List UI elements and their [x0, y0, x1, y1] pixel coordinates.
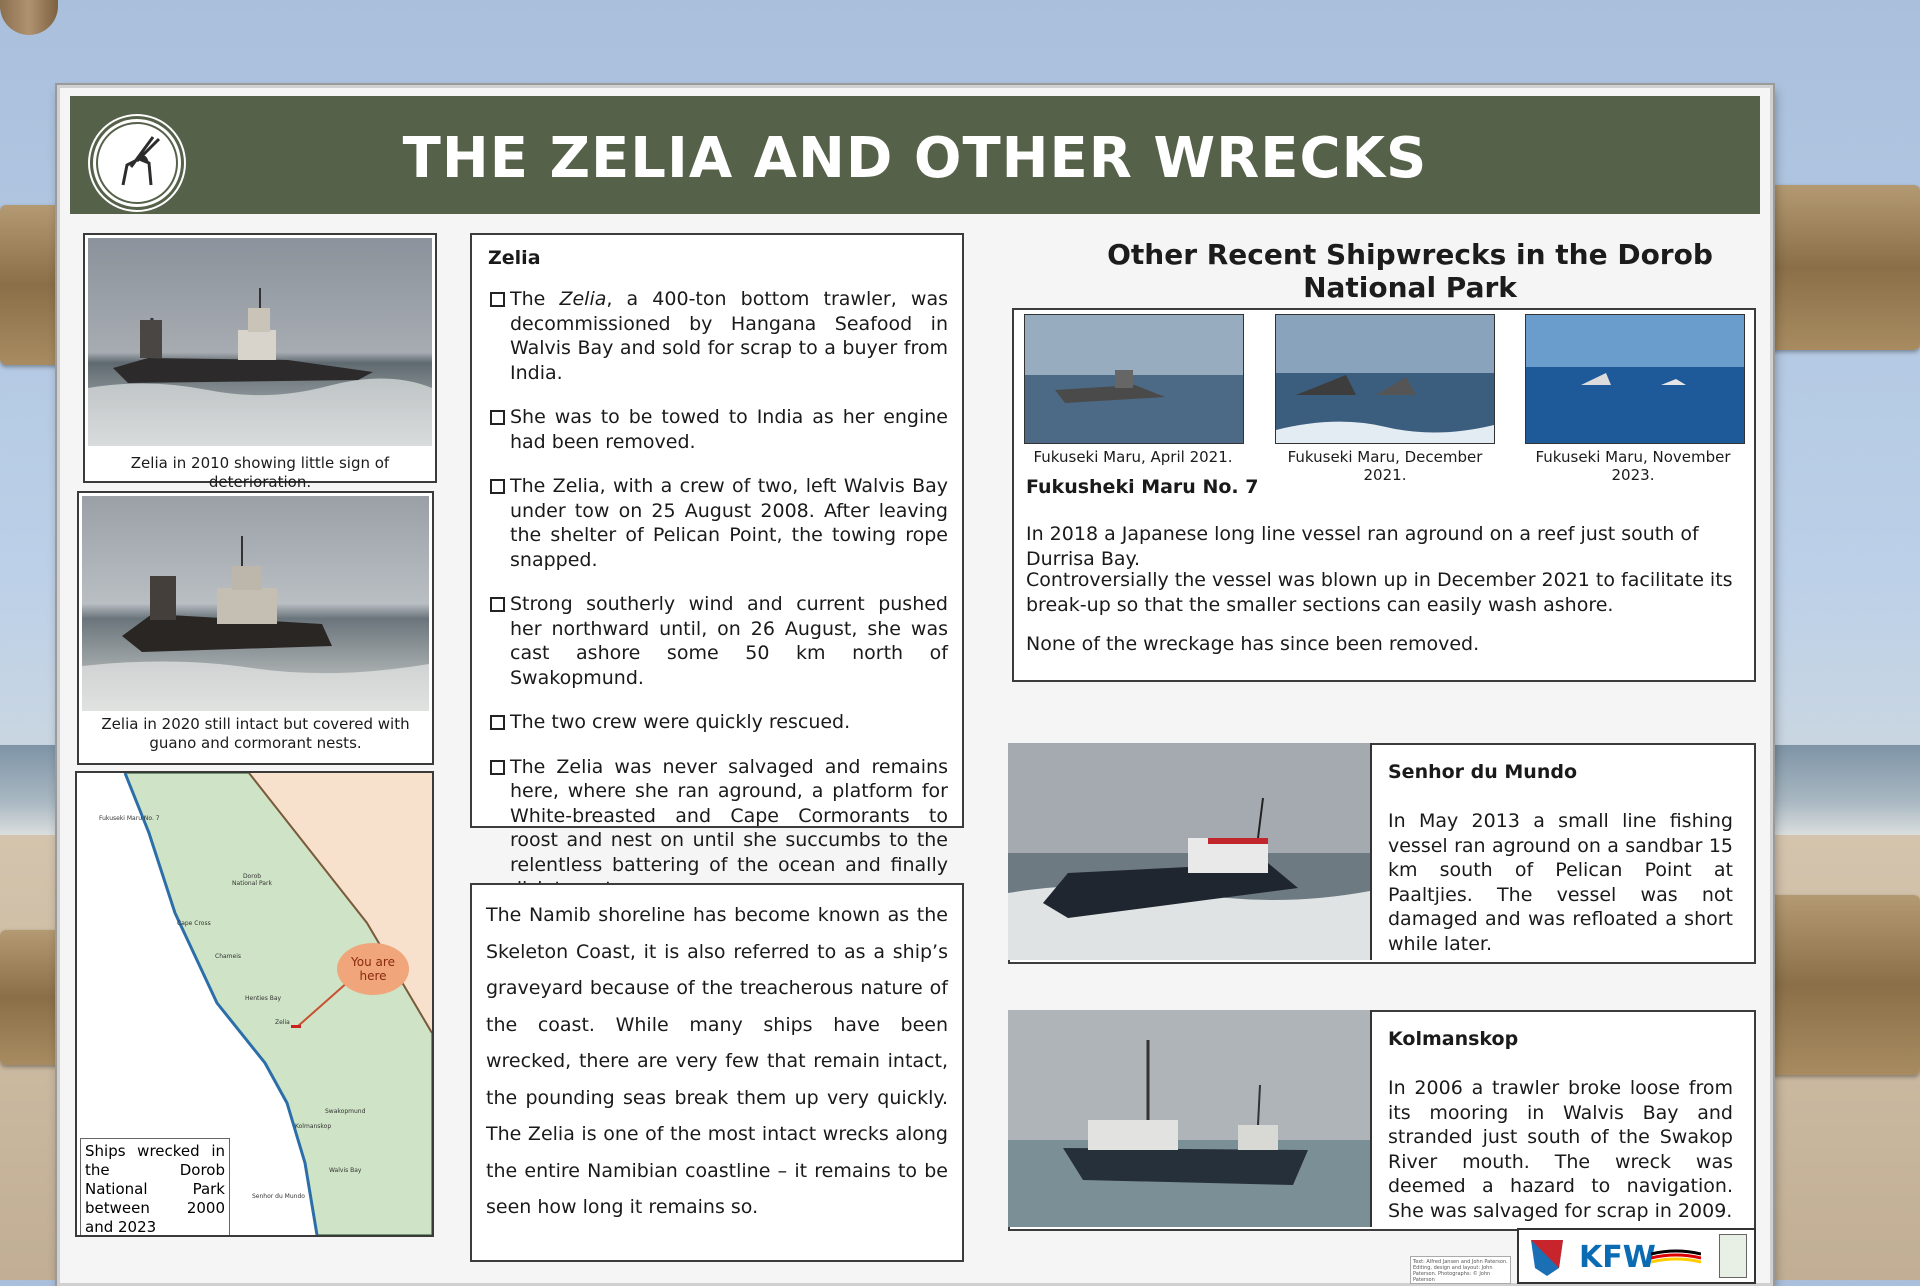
you-are-here-text: You are here: [351, 955, 395, 983]
fukuseki-box: [1012, 308, 1756, 682]
map-label-fukuseki: Fukuseki Maru No. 7: [99, 815, 160, 822]
map-label-park: Dorob National Park: [232, 873, 272, 887]
zelia-heading: Zelia: [488, 247, 541, 269]
zelia-2010-photo: [88, 238, 432, 446]
kolmanskop-box: [1008, 1010, 1756, 1231]
senhor-paragraph: In May 2013 a small line fishing vessel ran aground on a sandbar 15 km south of Pelican Point at Paaltjies. The vessel was not damaged and was refloated a short while later.: [1388, 810, 1733, 955]
sign-title: THE ZELIA AND OTHER WRECKS: [402, 126, 1428, 191]
map-label-kolmanskop: Kolmanskop: [295, 1123, 332, 1130]
partner-logo-small: [1719, 1234, 1747, 1278]
map-label-swakopmund: Swakopmund: [325, 1108, 366, 1115]
checkbox-icon: [490, 715, 505, 730]
senhor-heading: Senhor du Mundo: [1388, 761, 1578, 783]
checkbox-icon: [490, 597, 505, 612]
namib-paragraph: The Namib shoreline has become known as the Skeleton Coast, it is also referred to as a ship’s graveyard because of the treacherous nature of the coast. While many ships have been wrecked, there are very few that remain intact, the pounding seas break them up very quickly. The Zelia is one of the most intact wrecks along the entire Namibian coastline – it remains to be seen how long it remains so.: [486, 904, 948, 1218]
fence-rail-right-top: [1765, 185, 1920, 350]
zelia-text-box: [470, 233, 964, 876]
credits-box: Text: Alfred Jansen and John Paterson. Editing, design and layout: John Paterson. Photographs: © John Paterson: [1410, 1256, 1511, 1284]
zelia-bullet: She was to be towed to India as her engine had been removed.: [490, 405, 948, 454]
kolmanskop-heading: Kolmanskop: [1388, 1028, 1519, 1050]
senhor-du-mundo-photo: [1008, 743, 1372, 960]
zelia-2020-photo-card: [77, 491, 434, 765]
zelia-2020-caption: Zelia in 2020 still intact but covered with guano and cormorant nests.: [101, 715, 410, 752]
kfw-logo: KFW: [1579, 1240, 1656, 1275]
map-label-senhor: Senhor du Mundo: [252, 1193, 305, 1200]
fence-post-top-left: [0, 0, 58, 35]
fukuseki-paragraph-2: Controversially the vessel was blown up in December 2021 to facilitate its break-up so that the smaller sections can easily wash ashore.: [1026, 569, 1733, 616]
fence-rail-right-bottom: [1765, 895, 1920, 1075]
fukuseki-december-photo: [1275, 314, 1495, 444]
namib-text-box: [470, 883, 964, 1262]
fukuseki-heading: Fukusheki Maru No. 7: [1026, 476, 1259, 498]
german-cooperation-icon: [1651, 1248, 1701, 1268]
map-label-henties-bay: Henties Bay: [245, 995, 282, 1002]
zelia-bullets: [490, 287, 948, 922]
checkbox-icon: [490, 760, 505, 775]
fukuseki-caption-1: Fukuseki Maru, April 2021.: [1033, 448, 1233, 466]
checkbox-icon: [490, 410, 505, 425]
zelia-bullet: The Zelia, a 400-ton bottom trawler, was decommissioned by Hangana Seafood in Walvis Bay and sold for scrap to a buyer from India.: [490, 287, 948, 385]
map-label-walvis-bay: Walvis Bay: [329, 1167, 362, 1174]
fukuseki-paragraph-1: In 2018 a Japanese long line vessel ran aground on a reef just south of Durrisa Bay.: [1026, 523, 1699, 570]
zelia-bullet: The Zelia, with a crew of two, left Walvis Bay under tow on 25 August 2008. After leaving the shelter of Pelican Point, the towing rope snapped.: [490, 474, 948, 572]
zelia-bullet: Strong southerly wind and current pushed her northward until, on 26 August, she was cast ashore some 50 km north of Swakopmund.: [490, 592, 948, 690]
checkbox-icon: [490, 479, 505, 494]
kolmanskop-paragraph: In 2006 a trawler broke loose from its mooring in Walvis Bay and stranded just south of the Swakop River mouth. The wreck was deemed a hazard to navigation. She was salvaged for scrap in 2009.: [1388, 1077, 1733, 1222]
zelia-bullet: The two crew were quickly rescued.: [490, 710, 948, 735]
map-legend: Ships wrecked in the Dorob National Park between 2000 and 2023: [80, 1138, 230, 1237]
zelia-2010-caption: Zelia in 2010 showing little sign of deterioration.: [130, 454, 390, 491]
map-label-cape-cross: Cape Cross: [177, 920, 211, 927]
zelia-bullet: The Zelia was never salvaged and remains here, where she ran aground, a platform for White-breasted and Cape Cormorants to roost and nest on until she succumbs to the relentless battering of the ocean and finally: [490, 755, 948, 902]
fukuseki-caption-3: Fukuseki Maru, November 2023.: [1535, 448, 1731, 484]
checkbox-icon: [490, 292, 505, 307]
map-label-zelia: Zelia: [275, 1019, 290, 1026]
kolmanskop-photo: [1008, 1010, 1372, 1227]
zelia-2020-photo: [82, 496, 429, 711]
fukuseki-november-photo: [1525, 314, 1745, 444]
zelia-2010-photo-card: [83, 233, 437, 491]
namibia-coat-of-arms-icon: [1523, 1232, 1571, 1280]
fukuseki-paragraph-3: None of the wreckage has since been removed.: [1026, 633, 1480, 655]
map-label-chameis: Chameis: [215, 953, 241, 960]
senhor-box: [1008, 743, 1756, 964]
you-are-here-bubble: [337, 943, 409, 995]
fukuseki-caption-2: Fukuseki Maru, December 2021.: [1287, 448, 1483, 484]
dorob-park-map: [75, 771, 434, 1237]
other-wrecks-title: Other Recent Shipwrecks in the Dorob National Park: [1107, 238, 1713, 304]
sign-header: [70, 96, 1760, 214]
partner-logos: [1517, 1228, 1756, 1284]
fukuseki-april-photo: [1024, 314, 1244, 444]
information-sign: [57, 85, 1773, 1286]
